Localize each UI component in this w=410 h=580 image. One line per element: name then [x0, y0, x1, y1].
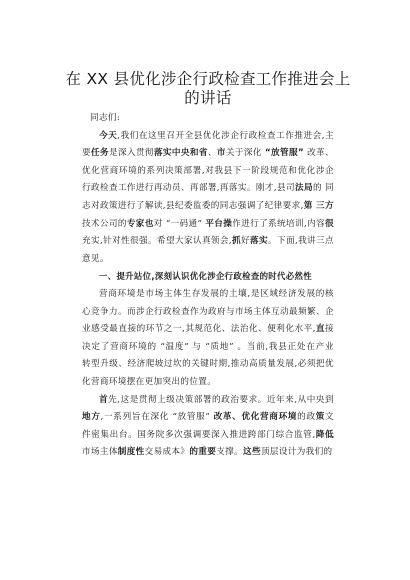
bold-text-run: 的重要: [189, 447, 217, 458]
bold-text-run: 首: [99, 394, 109, 405]
text-run: 文 件密集出台。国务院多次强调要深入推进跨部门综合监管,: [82, 412, 334, 440]
bold-text-run: 市: [216, 148, 226, 159]
bold-text-run: 这些: [243, 447, 261, 458]
text-run: ,一系列旨在深化 “放管服”: [100, 412, 214, 423]
text-run: 的 同志对政策进行了解读,县纪委监委的同志强调了纪律要求,: [82, 183, 334, 211]
text-run: 对 “一码通”: [153, 218, 206, 229]
text-run: 的政: [297, 412, 316, 423]
document-title: 在 XX 县优化涉企行政检查工作推进会上的讲话: [65, 70, 351, 107]
text-run: 技术公司的: [82, 218, 127, 229]
bold-text-run: 第 三方: [303, 200, 334, 211]
bold-text-run: 专家也: [126, 218, 154, 229]
bold-text-run: 很: [325, 218, 334, 229]
bold-text-run: 直: [315, 324, 326, 335]
document-body: [82, 110, 334, 462]
text-run: 支撑。: [216, 447, 244, 458]
bold-text-run: 法局: [294, 183, 313, 194]
bold-text-run: 降低: [315, 429, 335, 440]
bold-text-run: 改革、优化营商环境: [213, 412, 298, 423]
text-run: 充实,针对性很强。希望大家认真领会,: [82, 236, 232, 247]
greeting: 同志们:: [90, 113, 121, 123]
text-run: 先,这是贯彻上级决策部署的政治要求。近年来,从中央到: [108, 394, 334, 405]
text-run: 、: [207, 148, 217, 159]
paragraph-business-environment: [82, 286, 334, 392]
text-run: 营商环境是市场主体生存发展的土壤,是区域经济发展的核心竞争力。而涉企行政检查作为政府与市场主体互动最频繁、企业感受最直接的环节之一,其规范化、法治化、便利化水平,: [82, 288, 334, 335]
paragraph-first-point: [82, 392, 334, 462]
text-run: 好: [241, 236, 251, 247]
text-run: 关于深化: [225, 148, 265, 159]
bold-text-run: 平台操: [205, 218, 233, 229]
text-run: 市场主体: [82, 447, 118, 458]
text-run: 顶层设计为我们的: [260, 447, 333, 458]
bold-text-run: 任务: [91, 148, 109, 159]
bold-text-run: 策: [315, 412, 326, 423]
bold-text-run: 落实中央和省: [153, 148, 208, 159]
bold-text-run: “放管服”: [264, 148, 304, 159]
bold-text-run: 制度性: [117, 447, 145, 458]
heading-text: 一、提升站位,深刻认识优化涉企行政检查的时代必然性: [99, 271, 312, 282]
bold-text-run: 落实: [250, 236, 269, 247]
bold-text-run: 今天: [99, 130, 118, 141]
bold-text-run: 抓: [232, 236, 242, 247]
paragraph-intro: [82, 128, 334, 269]
text-run: 交易成本》: [144, 447, 190, 458]
bold-text-run: 地方: [82, 412, 101, 423]
section-heading-1: [82, 268, 334, 286]
text-run: 。下面,我讲三点意见。: [82, 236, 335, 264]
text-run: 作进行了系统培训,内容: [232, 218, 326, 229]
text-run: 接决定了营商环境的 “温度” 与 “质地” 。当前,我县正处在产业 转型升级、经济爬坡过坎的关键时期,推动高质量发展,必须把优 化营商环境摆在更加突出的位置。: [82, 324, 334, 387]
text-run: ,我们在这里召开全县优化涉企行政检查工作推进会,主要: [82, 130, 334, 159]
text-run: 改革、优化营商环境的系列决策部署,对我县下一阶段规范和优化涉企 行政检查工作进行再动员、再部署,再落实。刚才,县司: [82, 148, 335, 194]
text-run: 是深入贯彻: [108, 148, 154, 159]
